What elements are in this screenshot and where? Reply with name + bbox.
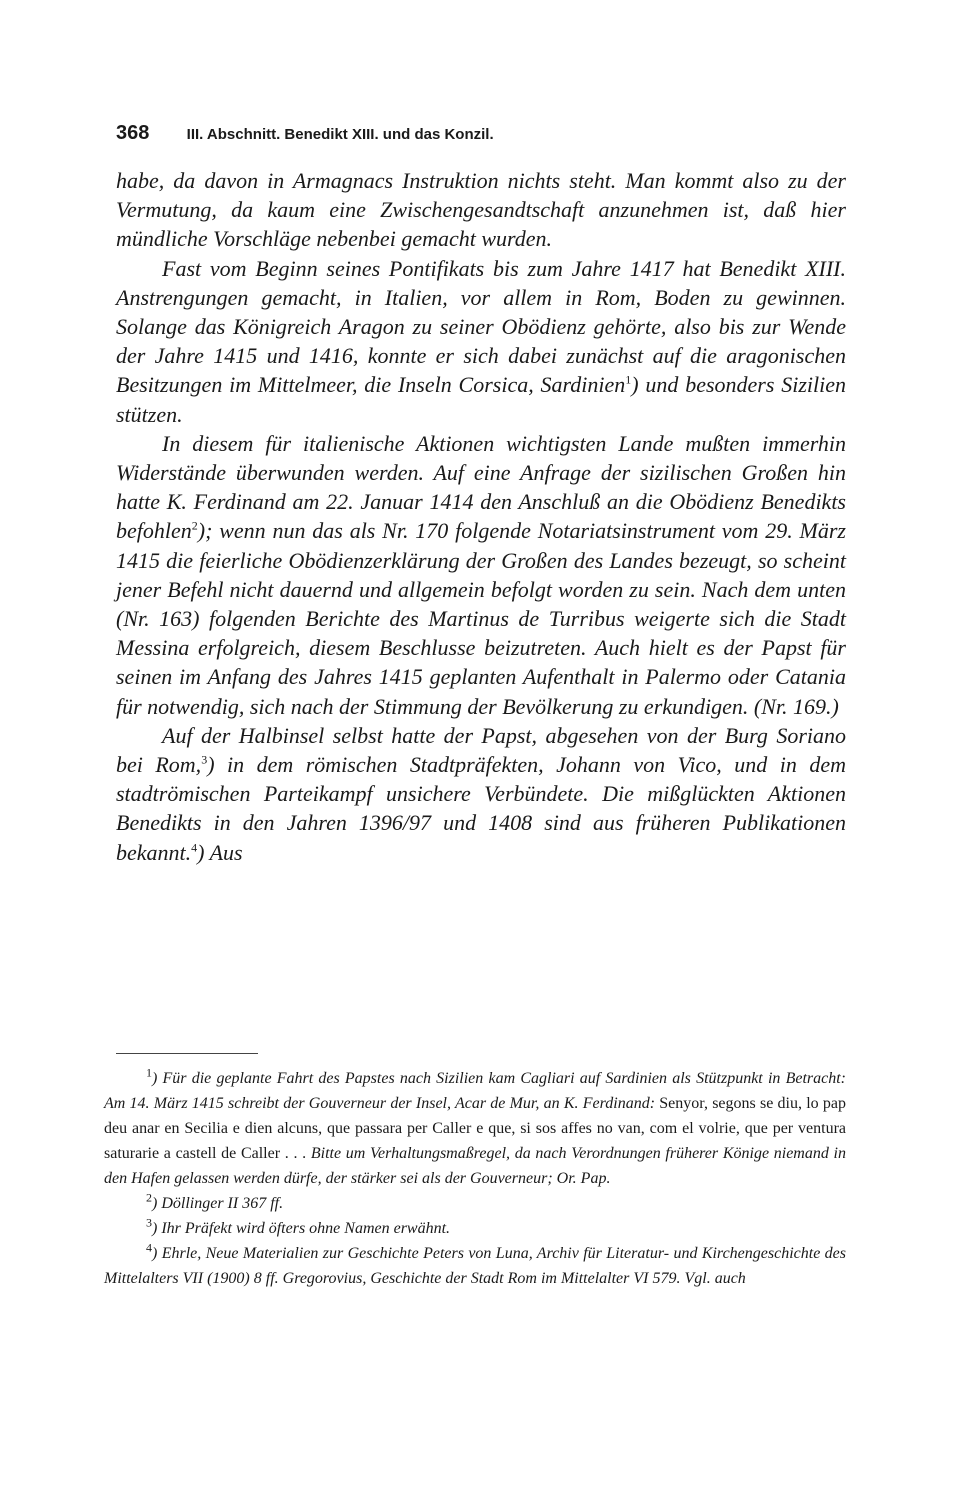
footnote-3-mark: 3 bbox=[146, 1215, 152, 1230]
footnote-4-mark: 4 bbox=[146, 1240, 152, 1255]
paragraph-3-text-a: In diesem für italienische Aktionen wichtigsten Lande mußten immerhin Widerstände überwunden werden. Auf eine Anfrage der sizilischen Großen hin hatte K. Ferdinand am 22. Januar 1414 den Anschluß an die Obödienz Benedikts befohlen bbox=[116, 430, 846, 544]
paragraph-1 bbox=[116, 166, 846, 254]
body-text bbox=[116, 166, 846, 867]
footnote-3 bbox=[104, 1216, 846, 1241]
page-number: 368 bbox=[116, 122, 150, 144]
footnote-1 bbox=[104, 1066, 846, 1191]
footnote-4 bbox=[104, 1241, 846, 1291]
paragraph-4 bbox=[116, 721, 846, 867]
running-title: III. Abschnitt. Benedikt XIII. und das Konzil. bbox=[186, 126, 494, 143]
paragraph-4-text-b: ) in dem römischen Stadtpräfekten, Johann von Vico, und in dem stadtrömischen Parteikampf unsichere Verbündete. Die mißglückten Aktionen Benedikts in den Jahren 1396/97 und 1408 sind aus früheren Publikationen bekannt. bbox=[116, 752, 846, 865]
paragraph-3-text-b: ); wenn nun das als Nr. 170 folgende Notariatsinstrument vom 29. März 1415 die feierliche Obödienzerklärung der Großen des Landes bezeugt, so scheint jener Befehl nicht dauernd und allgemein befolgt worden zu sein. Nach dem unten (Nr. 163) folgenden Berichte des Martinus de Turribus weigerte sich die Stadt Messina erfolgreich, diesem Beschlusse beizutreten. Auch hielt es der Papst für seinen im Anfang des Jahres 1415 geplanten Aufenthalt in Palermo oder Catania für notwendig, sich nach der Stimmung der Bevölkerung zu erkundigen. (Nr. 169.) bbox=[116, 518, 846, 719]
footnote-1-text-a: ) Für die geplante Fahrt des Papstes nach Sizilien kam Cagliari auf Sardinien als Stützpunkt in Betracht: Am 14. März 1415 schreibt der Gouverneur der Insel, Acar de Mur, an K. Ferdinand: bbox=[104, 1070, 846, 1112]
paragraph-2 bbox=[116, 254, 846, 429]
footnote-separator bbox=[116, 1053, 258, 1054]
footnote-ref-4: 4 bbox=[191, 840, 198, 855]
footnote-2 bbox=[104, 1191, 846, 1216]
footnote-ref-1: 1 bbox=[625, 373, 632, 388]
paragraph-2-text-a: Fast vom Beginn seines Pontifikats bis zum Jahre 1417 hat Benedikt XIII. Anstrengungen gemacht, in Italien, vor allem in Rom, Boden zu gewinnen. Solange das Königreich Aragon zu seiner Obödienz gehörte, also bis zur Wende der Jahre 1415 und 1416, konnte er sich dabei zunächst auf die aragonischen Besitzungen im Mittelmeer, die Inseln Corsica, Sardinien bbox=[116, 255, 846, 398]
paragraph-2-text-b: ) und besonders Sizilien stützen. bbox=[116, 372, 846, 427]
paragraph-1-text: habe, da davon in Armagnacs Instruktion nichts steht. Man kommt also zu der Vermutung, da kaum eine Zwischengesandtschaft anzunehmen ist, daß hier mündliche Vorschläge nebenbei gemacht wurden. bbox=[116, 168, 846, 252]
footnote-2-mark: 2 bbox=[146, 1190, 152, 1205]
paragraph-3 bbox=[116, 429, 846, 721]
footnote-4-text: ) Ehrle, Neue Materialien zur Geschichte Peters von Luna, Archiv für Literatur- und Kirchengeschichte des Mittelalters VII (1900) 8 ff. Gregorovius, Geschichte der Stadt Rom im Mittelalter VI 579. Vgl. auch bbox=[104, 1245, 846, 1287]
paragraph-4-text-a: Auf der Halbinsel selbst hatte der Papst, abgesehen von der Burg Soriano bei Rom, bbox=[116, 722, 846, 778]
footnote-1-mark: 1 bbox=[146, 1065, 152, 1080]
footnote-1-quote: Senyor, segons se diu, lo pap deu anar en Secilia e dien alcuns, que passara per Caller e que, si sos affes no van, com el volrie, que per ventura saturarie a castell de Caller . . . bbox=[104, 1095, 847, 1162]
footnote-3-text: ) Ihr Präfekt wird öfters ohne Namen erwähnt. bbox=[152, 1220, 451, 1237]
paragraph-4-text-c: ) Aus bbox=[197, 839, 243, 865]
footnote-ref-2: 2 bbox=[191, 519, 198, 534]
footnotes bbox=[104, 1066, 846, 1291]
page-header bbox=[116, 118, 846, 150]
footnote-2-text: ) Döllinger II 367 ff. bbox=[152, 1195, 284, 1212]
footnote-ref-3: 3 bbox=[201, 752, 208, 767]
footnote-1-text-c: Bitte um Verhaltungsmaßregel, da nach Verordnungen früherer Könige niemand in den Hafen gelassen werden dürfe, der stärker sei als der Gouverneur; Or. Pap. bbox=[104, 1145, 846, 1187]
